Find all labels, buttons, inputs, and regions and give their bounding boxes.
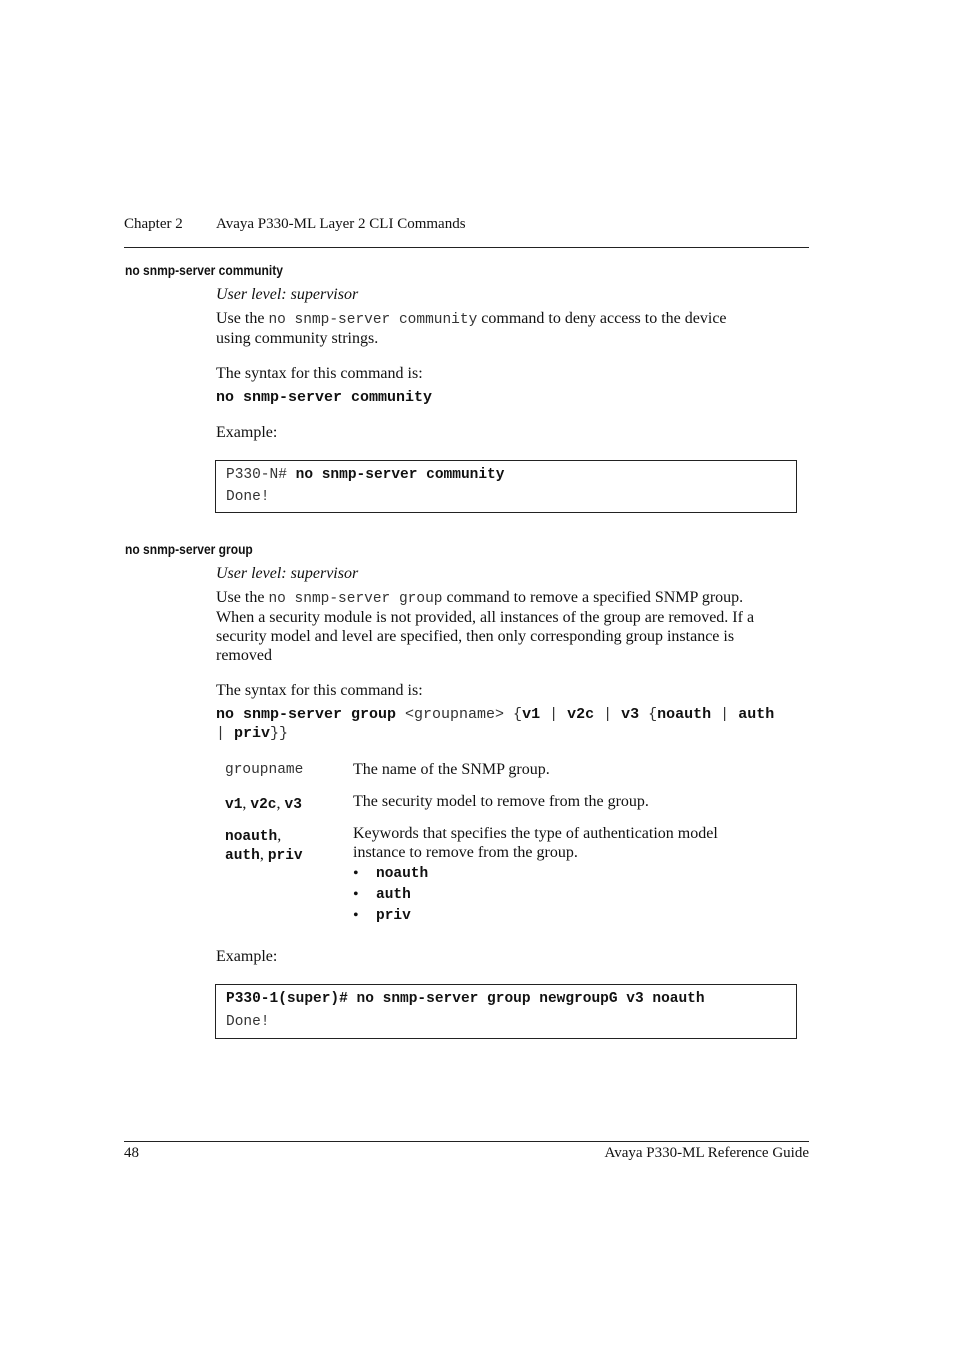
footer-rule [124, 1141, 809, 1142]
page-number: 48 [124, 1145, 139, 1161]
param-name [225, 794, 302, 814]
example-code-box [215, 460, 797, 513]
section-heading-community: no snmp-server community [125, 262, 283, 278]
syntax-keyword: v2c [567, 706, 595, 723]
param-keyword: v3 [284, 797, 302, 813]
chapter-label: Chapter 2 [124, 216, 183, 232]
syntax-intro: The syntax for this command is: [216, 365, 423, 382]
param-sep: , [259, 846, 268, 863]
chapter-title: Avaya P330-ML Layer 2 CLI Commands [216, 216, 466, 232]
param-desc: instance to remove from the group. [353, 844, 578, 861]
syntax-keyword: noauth [657, 706, 712, 723]
description-line: security model and level are specified, then only corresponding group instance is [216, 628, 735, 645]
command: no snmp-server community [295, 467, 505, 483]
user-level: User level: supervisor [216, 565, 359, 582]
description-text: command to remove a specified SNMP group. [442, 589, 744, 606]
param-keyword: noauth [225, 829, 278, 845]
param-name [225, 826, 281, 846]
example-command-line: P330-1(super)# no snmp-server group newgroupG v3 noauth [226, 991, 705, 1007]
syntax-sep: | [711, 706, 739, 723]
syntax-sep: { [639, 706, 658, 723]
syntax-arg: <groupname> { [396, 706, 523, 723]
description [216, 588, 743, 610]
syntax-sep: | [594, 706, 622, 723]
param-name: groupname [225, 762, 304, 778]
description-line: removed [216, 647, 272, 664]
bullet-dot: • [353, 886, 359, 903]
param-keyword: v2c [250, 797, 277, 813]
header-rule [124, 247, 809, 248]
param-sep: , [276, 795, 285, 812]
section-heading-group: no snmp-server group [125, 541, 253, 557]
bullet-item: auth [376, 887, 411, 903]
syntax [216, 706, 774, 723]
param-desc: The security model to remove from the group. [353, 793, 649, 810]
bullet-item: priv [376, 908, 411, 924]
inline-code: no snmp-server group [268, 591, 443, 607]
user-level: User level: supervisor [216, 286, 359, 303]
param-sep: , [277, 827, 282, 844]
description-line: When a security module is not provided, all instances of the group are removed. If a [216, 609, 755, 626]
guide-title: Avaya P330-ML Reference Guide [604, 1145, 809, 1161]
param-desc: The name of the SNMP group. [353, 761, 550, 778]
syntax-keyword: v3 [621, 706, 640, 723]
example-code-box [215, 984, 797, 1039]
syntax-sep: }} [270, 725, 289, 742]
param-sep: , [242, 795, 251, 812]
syntax-sep: | [540, 706, 568, 723]
bullet-item: noauth [376, 866, 429, 882]
syntax-keyword: priv [234, 725, 271, 742]
example-label: Example: [216, 948, 278, 965]
description-text: Use the [216, 310, 269, 327]
example-result: Done! [226, 1014, 270, 1030]
param-name [225, 845, 303, 865]
syntax-line2 [216, 725, 288, 742]
bullet-dot: • [353, 907, 359, 924]
prompt: P330-N# [226, 467, 296, 483]
param-keyword: auth [225, 848, 260, 864]
syntax-keyword: v1 [522, 706, 541, 723]
bullet-dot: • [353, 865, 359, 882]
description-text: command to deny access to the device [477, 310, 727, 327]
param-keyword: v1 [225, 797, 243, 813]
param-desc: Keywords that specifies the type of authentication model [353, 825, 718, 842]
syntax-sep: | [216, 725, 235, 742]
syntax-intro: The syntax for this command is: [216, 682, 423, 699]
syntax-command: no snmp-server group [216, 706, 397, 723]
description [216, 309, 727, 331]
example-result: Done! [226, 489, 270, 505]
example-command-line [226, 467, 504, 483]
description-text: Use the [216, 589, 269, 606]
description-line: using community strings. [216, 330, 379, 347]
example-label: Example: [216, 424, 278, 441]
syntax: no snmp-server community [216, 389, 433, 406]
syntax-keyword: auth [738, 706, 775, 723]
inline-code: no snmp-server community [268, 312, 478, 328]
param-keyword: priv [267, 848, 303, 864]
